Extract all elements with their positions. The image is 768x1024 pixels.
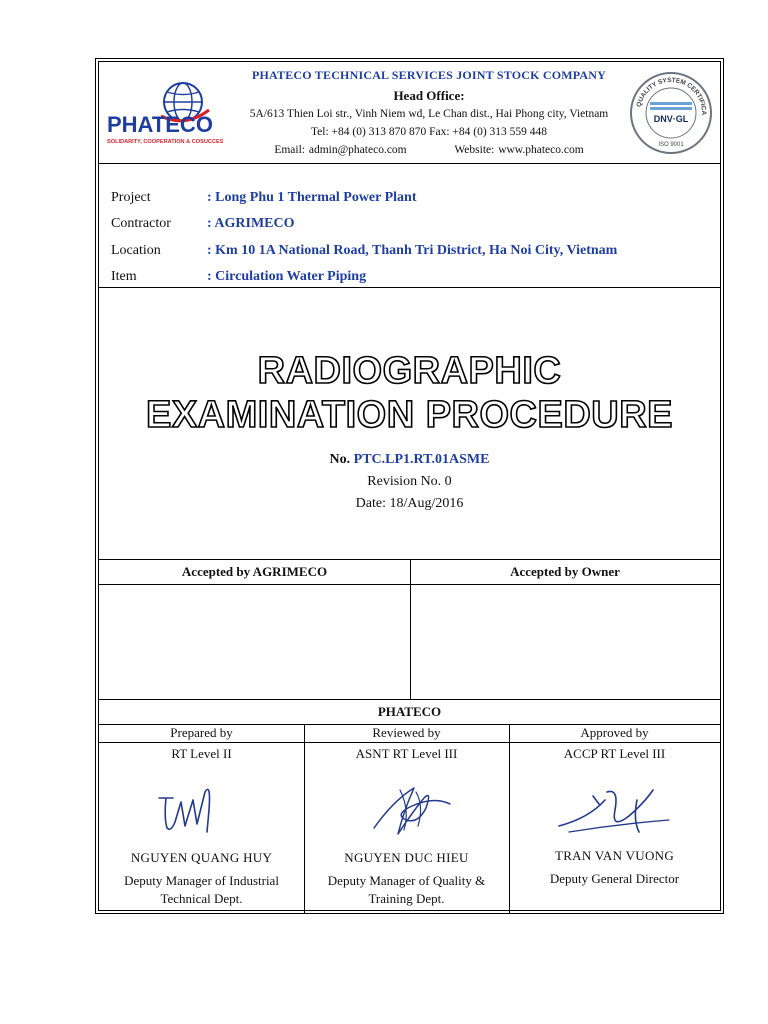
cert-arc-text: QUALITY SYSTEM CERTIFICA (635, 76, 708, 115)
document-frame (98, 61, 721, 911)
signer-position-line: Deputy Manager of Industrial (124, 873, 279, 888)
location-value: : Km 10 1A National Road, Thanh Tri District, Ha Noi City, Vietnam (207, 243, 618, 258)
signer-name: NGUYEN QUANG HUY (130, 850, 273, 865)
signer-level: RT Level II (171, 746, 232, 761)
project-value: : Long Phu 1 Thermal Power Plant (207, 190, 417, 205)
globe-logo-icon (105, 80, 223, 152)
document-title-block (99, 288, 720, 560)
document-number-value: PTC.LP1.RT.01ASME (353, 452, 490, 467)
letterhead (99, 62, 720, 164)
contractor-label: Contractor (111, 216, 171, 231)
company-logo (105, 80, 223, 152)
document-number (99, 452, 720, 468)
signature-icon (549, 780, 679, 840)
signer-position-line: Technical Dept. (160, 891, 243, 906)
signer-name: TRAN VAN VUONG (554, 848, 675, 863)
reviewed-by-label: Reviewed by (372, 725, 441, 740)
accepted-by-owner: Accepted by Owner (510, 564, 620, 579)
title-line-1: RADIOGRAPHIC (257, 350, 562, 392)
cert-standard: ISO 9001 (658, 142, 684, 148)
signoff-column-prepared (99, 700, 304, 914)
signer-position (99, 872, 304, 908)
item-value: : Circulation Water Piping (207, 269, 367, 284)
signature-icon (354, 780, 464, 840)
accepted-by-contractor: Accepted by AGRIMECO (181, 564, 328, 579)
signature-huy (149, 780, 249, 840)
signer-position-line: Training Dept. (368, 891, 445, 906)
project-row (111, 190, 710, 216)
company-contacts (229, 144, 629, 156)
dnv-gl-seal-icon (628, 70, 714, 156)
company-name: PHATECO TECHNICAL SERVICES JOINT STOCK COMPANY (251, 68, 607, 82)
signer-position-line: Deputy General Director (549, 871, 680, 886)
logo-text: PHATECO (107, 112, 213, 137)
certification-seal (628, 70, 714, 156)
document-number-label: No. (329, 452, 351, 467)
head-office-label: Head Office: (393, 88, 465, 103)
signoff-column-approved (509, 700, 720, 914)
signature-hieu (354, 780, 464, 840)
signer-position (304, 872, 509, 908)
document-date: Date: 18/Aug/2016 (355, 496, 464, 511)
acceptance-divider (410, 560, 411, 699)
signature-icon (149, 780, 249, 840)
company-email: Email: admin@phateco.com (274, 144, 407, 156)
signer-level: ASNT RT Level III (355, 746, 458, 761)
signer-position (509, 870, 720, 888)
contractor-row (111, 216, 710, 242)
cert-brand: DNV·GL (653, 114, 689, 124)
signoff-company: PHATECO (99, 700, 720, 725)
location-row (111, 243, 710, 269)
company-address: 5A/613 Thien Loi str., Vinh Niem wd, Le Chan dist., Hai Phong city, Vietnam (249, 108, 609, 120)
project-label: Project (111, 190, 151, 205)
document-page (95, 58, 724, 914)
logo-tagline: SOLIDARITY, COOPERATION & COSUCCESS (107, 139, 223, 145)
signer-name: NGUYEN DUC HIEU (344, 850, 469, 865)
company-tel-fax: Tel: +84 (0) 313 870 870 Fax: +84 (0) 313 559 448 (310, 126, 548, 138)
signer-position-line: Deputy Manager of Quality & (327, 873, 486, 888)
project-info (99, 164, 720, 288)
acceptance-block (99, 560, 720, 700)
signer-level: ACCP RT Level III (563, 746, 666, 761)
title-line-2: EXAMINATION PROCEDURE (145, 394, 674, 436)
revision-number: Revision No. 0 (367, 474, 452, 489)
location-label: Location (111, 243, 161, 258)
signoff-block (99, 700, 720, 914)
approved-by-label: Approved by (580, 725, 649, 740)
company-website: Website: www.phateco.com (454, 144, 584, 156)
signature-vuong (549, 780, 679, 840)
prepared-by-label: Prepared by (170, 725, 233, 740)
item-label: Item (111, 269, 137, 284)
signoff-column-reviewed (304, 700, 509, 914)
contractor-value: : AGRIMECO (207, 216, 295, 231)
